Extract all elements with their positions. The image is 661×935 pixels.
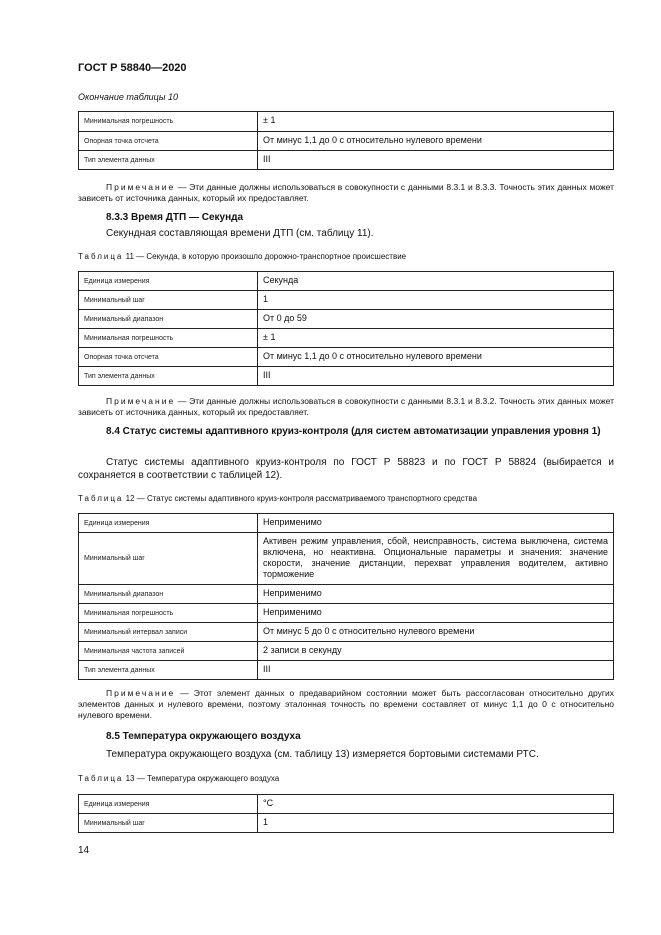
row-key: Минимальная погрешность bbox=[79, 604, 258, 623]
table-row bbox=[79, 367, 614, 386]
row-key: Опорная точка отсчета bbox=[79, 348, 258, 367]
table-caption-text: 13 — Температура окружающего воздуха bbox=[123, 774, 280, 783]
document-id: ГОСТ Р 58840—2020 bbox=[78, 62, 187, 74]
row-value: Неприменимо bbox=[258, 604, 614, 623]
row-value: Секунда bbox=[258, 272, 614, 291]
table-12 bbox=[78, 513, 614, 680]
section-8-3-3-text: Секундная составляющая времени ДТП (см. таблицу 11). bbox=[106, 228, 374, 239]
table-row bbox=[79, 795, 614, 814]
row-key: Тип элемента данных bbox=[79, 661, 258, 680]
table-row bbox=[79, 623, 614, 642]
note-1 bbox=[78, 182, 614, 204]
row-value: Неприменимо bbox=[258, 585, 614, 604]
table-row bbox=[79, 348, 614, 367]
note-label: Примечание bbox=[106, 182, 176, 192]
note-2 bbox=[78, 396, 614, 418]
table10-continuation-caption: Окончание таблицы 10 bbox=[78, 92, 178, 102]
note-label: Примечание bbox=[106, 688, 176, 698]
table-13 bbox=[78, 794, 614, 833]
table-row bbox=[79, 585, 614, 604]
table-row bbox=[79, 514, 614, 533]
row-key: Опорная точка отсчета bbox=[79, 132, 258, 151]
row-key: Единица измерения bbox=[79, 795, 258, 814]
table-row bbox=[79, 661, 614, 680]
table-11 bbox=[78, 271, 614, 386]
row-value: ± 1 bbox=[258, 112, 614, 132]
row-value: От 0 до 59 bbox=[258, 310, 614, 329]
row-key: Единица измерения bbox=[79, 514, 258, 533]
row-value: III bbox=[258, 151, 614, 170]
section-8-3-3-heading: 8.3.3 Время ДТП — Секунда bbox=[106, 212, 244, 223]
table-label: Таблица bbox=[78, 494, 124, 503]
row-value: III bbox=[258, 661, 614, 680]
row-value: ± 1 bbox=[258, 329, 614, 348]
row-value: °С bbox=[258, 795, 614, 814]
row-key: Минимальный шаг bbox=[79, 533, 258, 585]
page-number: 14 bbox=[78, 845, 90, 856]
table-13-caption bbox=[78, 774, 279, 783]
row-key: Тип элемента данных bbox=[79, 151, 258, 170]
table-12-caption bbox=[78, 494, 477, 503]
table-caption-text: 12 — Статус системы адаптивного круиз-контроля рассматриваемого транспортного средства bbox=[123, 494, 478, 503]
table-label: Таблица bbox=[78, 252, 124, 261]
section-8-4-text: Статус системы адаптивного круиз-контроля по ГОСТ Р 58823 и по ГОСТ Р 58824 (выбирается и сохраняется в соответствии с таблицей 12). bbox=[78, 457, 614, 481]
row-key: Единица измерения bbox=[79, 272, 258, 291]
table-10-end bbox=[78, 111, 614, 170]
row-key: Минимальная погрешность bbox=[79, 112, 258, 132]
row-value: От минус 5 до 0 с относительно нулевого времени bbox=[258, 623, 614, 642]
table-row bbox=[79, 604, 614, 623]
row-key: Минимальный диапазон bbox=[79, 585, 258, 604]
note-text: — Этот элемент данных о предаварийном состоянии может быть рассогласован относительно других элементов данных и нулевого времени, поэтому эталонная точность по времени составляет от минус 1,1 до 0 с относительно нулевого времени. bbox=[78, 688, 614, 720]
table-row bbox=[79, 814, 614, 833]
section-8-5-heading: 8.5 Температура окружающего воздуха bbox=[106, 731, 301, 742]
table-row bbox=[79, 132, 614, 151]
row-value: Неприменимо bbox=[258, 514, 614, 533]
note-text: — Эти данные должны использоваться в совокупности с данными 8.3.1 и 8.3.2. Точность этих данных может зависеть от источника данных, который их предоставляет. bbox=[78, 396, 614, 417]
row-key: Минимальный шаг bbox=[79, 291, 258, 310]
table-row bbox=[79, 291, 614, 310]
table-row bbox=[79, 272, 614, 291]
row-value: От минус 1,1 до 0 с относительно нулевого времени bbox=[258, 348, 614, 367]
row-value: 1 bbox=[258, 291, 614, 310]
table-row bbox=[79, 310, 614, 329]
row-key: Минимальная частота записей bbox=[79, 642, 258, 661]
row-key: Тип элемента данных bbox=[79, 367, 258, 386]
row-value: 1 bbox=[258, 814, 614, 833]
row-value: Активен режим управления, сбой, неисправность, система выключена, система включена, но неактивна. Опциональные параметры и значения: значение скорости, значение дистанции, перехват управления водителем, активно торможение bbox=[258, 533, 614, 585]
note-3 bbox=[78, 688, 614, 721]
table-row bbox=[79, 533, 614, 585]
table-row bbox=[79, 112, 614, 132]
row-value: 2 записи в секунду bbox=[258, 642, 614, 661]
row-key: Минимальный шаг bbox=[79, 814, 258, 833]
note-text: — Эти данные должны использоваться в совокупности с данными 8.3.1 и 8.3.3. Точность этих данных может зависеть от источника данных, который их предоставляет. bbox=[78, 182, 614, 203]
row-value: III bbox=[258, 367, 614, 386]
row-key: Минимальный диапазон bbox=[79, 310, 258, 329]
table-caption-text: 11 — Секунда, в которую произошло дорожно-транспортное происшествие bbox=[123, 252, 407, 261]
table-11-caption bbox=[78, 252, 406, 261]
table-row bbox=[79, 642, 614, 661]
row-value: От минус 1,1 до 0 с относительно нулевого времени bbox=[258, 132, 614, 151]
table-label: Таблица bbox=[78, 774, 124, 783]
row-key: Минимальная погрешность bbox=[79, 329, 258, 348]
section-8-5-text: Температура окружающего воздуха (см. таблицу 13) измеряется бортовыми системами РТС. bbox=[106, 749, 539, 760]
table-row bbox=[79, 151, 614, 170]
section-8-4-heading: 8.4 Статус системы адаптивного круиз-контроля (для систем автоматизации управления уровня 1) bbox=[106, 426, 601, 437]
note-label: Примечание bbox=[106, 396, 176, 406]
table-row bbox=[79, 329, 614, 348]
row-key: Минимальный интервал записи bbox=[79, 623, 258, 642]
